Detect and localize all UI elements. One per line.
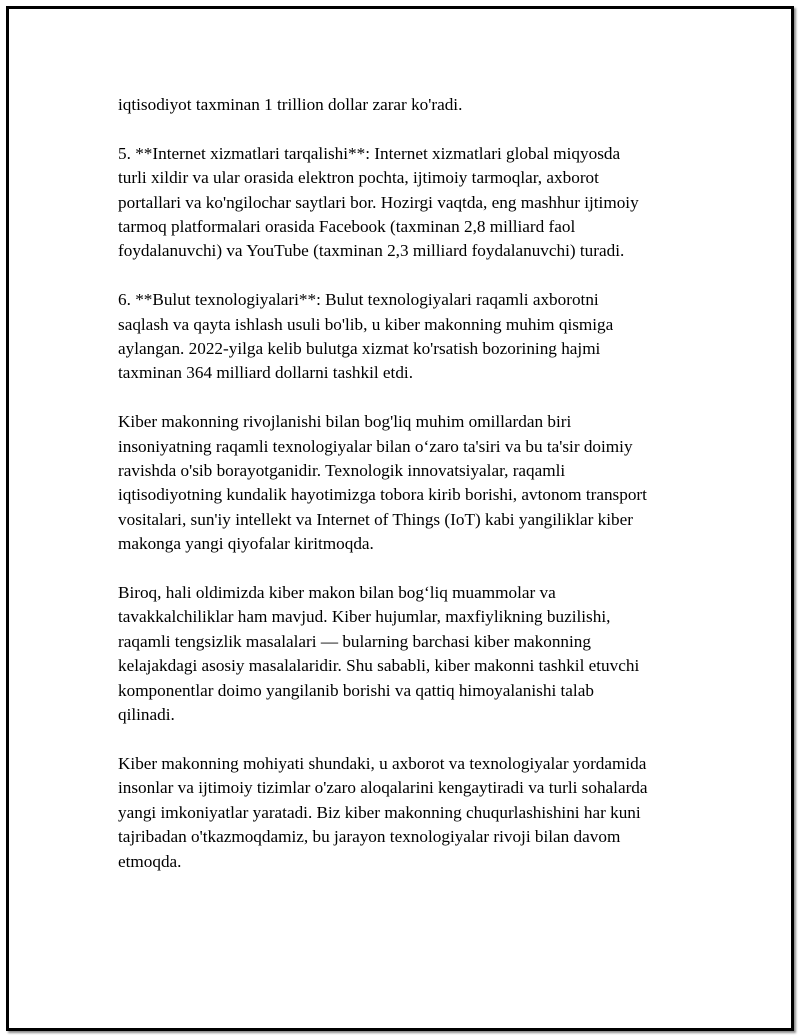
text-line: Kiber makonning mohiyati shundaki, u axborot va texnologiyalar yordamida — [118, 753, 647, 773]
text-line: turli xildir va ular orasida elektron pochta, ijtimoiy tarmoqlar, axborot — [118, 168, 599, 188]
text-line: iqtisodiyot taxminan 1 trillion dollar zarar ko'radi. — [118, 95, 463, 114]
text-line: tarmoq platformalari orasida Facebook (taxminan 2,8 milliard faol — [118, 217, 576, 237]
text-line: insonlar va ijtimoiy tizimlar o'zaro aloqalarini kengaytiradi va turli sohalarda — [118, 778, 648, 798]
text-line: aylangan. 2022-yilga kelib bulutga xizmat ko'rsatish bozorining hajmi — [118, 339, 601, 359]
paragraph-5 — [118, 581, 698, 727]
text-line: tavakkalchiliklar ham mavjud. Kiber hujumlar, maxfiylikning buzilishi, — [118, 607, 611, 627]
text-line: vositalari, sun'iy intellekt va Internet of Things (IoT) kabi yangiliklar kiber — [118, 509, 633, 529]
text-line: tajribadan o'tkazmoqdamiz, bu jarayon texnologiyalar rivoji bilan davom — [118, 827, 621, 847]
paragraph-4 — [118, 410, 698, 556]
text-line: iqtisodiyotning kundalik hayotimizga tobora kirib borishi, avtonom transport — [118, 485, 647, 505]
text-line: 6. **Bulut texnologiyalari**: Bulut texnologiyalari raqamli axborotni — [118, 290, 599, 310]
text-line: etmoqda. — [118, 851, 182, 871]
text-line: komponentlar doimo yangilanib borishi va qattiq himoyalanishi talab — [118, 680, 594, 700]
paragraph-6 — [118, 752, 698, 874]
text-line: raqamli tengsizlik masalalari — bularning barchasi kiber makonning — [118, 631, 591, 651]
text-line: taxminan 364 milliard dollarni tashkil etdi. — [118, 363, 413, 383]
text-line: yangi imkoniyatlar yaratadi. Biz kiber makonning chuqurlashishini har kuni — [118, 802, 641, 822]
paragraph-3 — [118, 288, 698, 386]
text-line: foydalanuvchi) va YouTube (taxminan 2,3 milliard foydalanuvchi) turadi. — [118, 241, 625, 261]
text-line: portallari va ko'ngilochar saytlari bor. Hozirgi vaqtda, eng mashhur ijtimoiy — [118, 192, 639, 212]
text-line: ravishda o'sib borayotganidir. Texnologik innovatsiyalar, raqamli — [118, 461, 566, 481]
text-line: saqlash va qayta ishlash usuli bo'lib, u kiber makonning muhim qismiga — [118, 314, 614, 334]
text-line: insoniyatning raqamli texnologiyalar bilan o‘zaro ta'siri va bu ta'sir doimiy — [118, 436, 633, 456]
text-line: Biroq, hali oldimizda kiber makon bilan bog‘liq muammolar va — [118, 583, 556, 603]
text-line: kelajakdagi asosiy masalalaridir. Shu sababli, kiber makonni tashkil etuvchi — [118, 656, 640, 676]
text-line: Kiber makonning rivojlanishi bilan bog'liq muhim omillardan biri — [118, 412, 572, 432]
text-line: qilinadi. — [118, 705, 175, 725]
text-line: makonga yangi qiyofalar kiritmoqda. — [118, 534, 374, 554]
document-body — [118, 93, 698, 898]
text-line: 5. **Internet xizmatlari tarqalishi**: Internet xizmatlari global miqyosda — [118, 143, 621, 163]
paragraph-2 — [118, 142, 698, 264]
paragraph-1 — [118, 93, 698, 117]
